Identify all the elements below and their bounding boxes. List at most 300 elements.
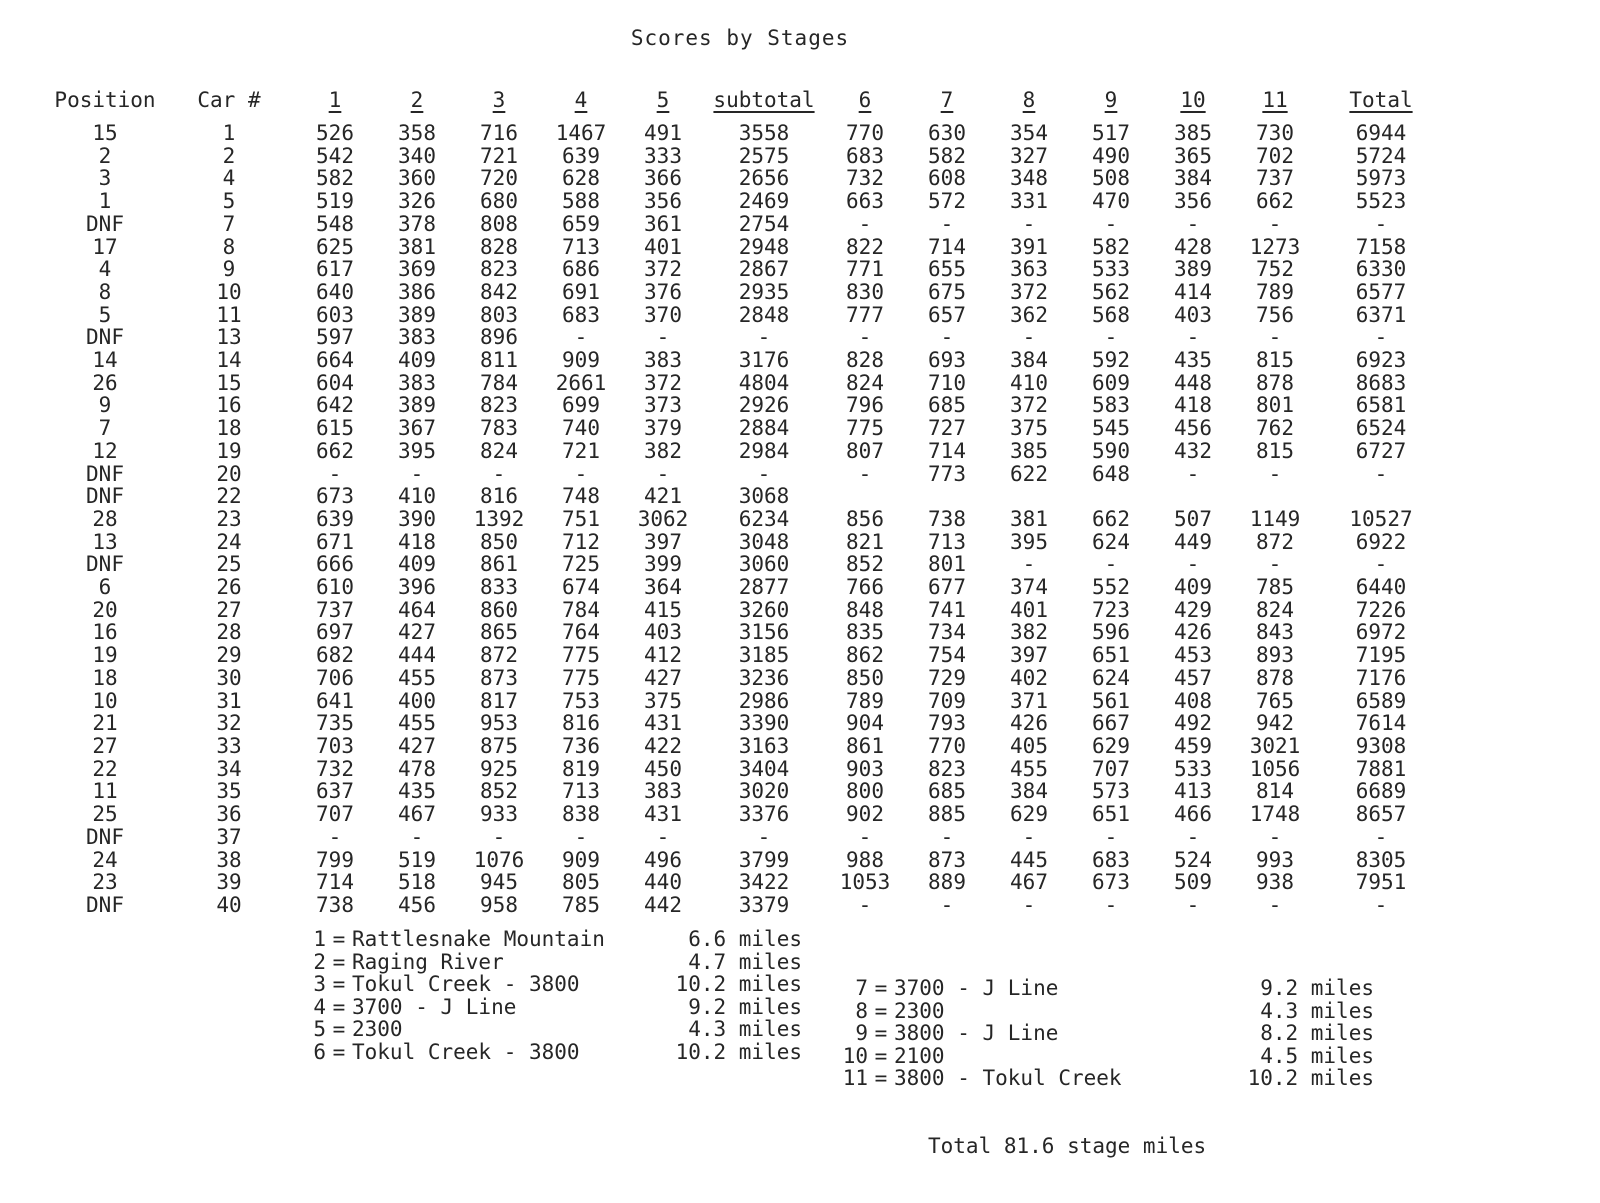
legend-equals: = (332, 1017, 346, 1041)
column-header (824, 70, 906, 116)
table-cell: 625 (316, 234, 354, 259)
table-row (46, 372, 1446, 395)
table-cell: 6972 (1355, 620, 1407, 645)
table-cell: 588 (562, 189, 600, 214)
table-cell: 6524 (1355, 416, 1407, 441)
table-cell: 496 (644, 847, 682, 872)
table-cell: 673 (316, 484, 354, 509)
table-cell: 603 (316, 302, 354, 327)
table-cell: - (574, 461, 588, 486)
table-cell: 582 (928, 143, 966, 168)
table-cell: 824 (1256, 597, 1294, 622)
table-cell: 738 (316, 892, 354, 917)
legend-item (818, 977, 1374, 1000)
table-cell: 348 (1010, 166, 1048, 191)
table-cell: 361 (644, 211, 682, 236)
legend-stage-number: 1 (313, 927, 326, 951)
table-cell: 331 (1010, 189, 1048, 214)
table-cell: 903 (846, 756, 884, 781)
table-cell: 713 (928, 529, 966, 554)
table-cell: 401 (1010, 597, 1048, 622)
table-cell: 459 (1174, 733, 1212, 758)
table-cell: 783 (480, 416, 518, 441)
table-cell: 5 (98, 302, 112, 327)
legend-stage-name: Raging River (352, 949, 504, 974)
table-cell: 1 (222, 121, 236, 145)
table-cell: 14 (216, 348, 242, 373)
table-cell: 819 (562, 756, 600, 781)
table-cell: 25 (216, 552, 242, 577)
table-cell: 7195 (1355, 643, 1407, 668)
table-cell: 793 (928, 711, 966, 736)
table-cell: 32 (216, 711, 242, 736)
table-cell: DNF (86, 484, 124, 509)
table-cell: 572 (928, 189, 966, 214)
table-cell: 801 (1256, 393, 1294, 418)
table-cell: 3068 (738, 484, 790, 509)
table-cell: 10 (92, 688, 118, 713)
table-cell: 429 (1174, 597, 1212, 622)
total-stage-miles: Total 81.6 stage miles (928, 1133, 1207, 1158)
table-cell: 896 (480, 325, 518, 350)
table-cell: 775 (562, 643, 600, 668)
table-cell: 8 (98, 279, 112, 304)
table-cell: 673 (1092, 870, 1130, 895)
legend-equals: = (874, 1066, 888, 1090)
table-cell: 770 (928, 733, 966, 758)
table-cell: - (1022, 552, 1036, 577)
table-cell: 3020 (738, 779, 790, 804)
table-cell: 389 (1174, 257, 1212, 282)
table-cell: 720 (480, 166, 518, 191)
legend-stage-number: 6 (313, 1039, 326, 1064)
column-header (376, 70, 458, 116)
table-cell: 384 (1010, 779, 1048, 804)
table-cell: 6234 (738, 506, 790, 531)
table-cell: 519 (316, 189, 354, 214)
table-cell: 381 (1010, 506, 1048, 531)
column-header-label: Total (1349, 88, 1413, 112)
table-cell: 734 (928, 620, 966, 645)
table-cell: - (1104, 325, 1118, 350)
table-row (46, 849, 1446, 872)
table-cell: 830 (846, 279, 884, 304)
table-cell: 823 (480, 257, 518, 282)
table-cell: 736 (562, 733, 600, 758)
table-row (46, 599, 1446, 622)
table-cell: 850 (846, 665, 884, 690)
legend-item (276, 1041, 802, 1064)
table-cell: 712 (562, 529, 600, 554)
table-cell: 372 (1010, 279, 1048, 304)
table-cell: 3176 (738, 348, 790, 373)
column-header (1234, 70, 1316, 116)
table-cell: 754 (928, 643, 966, 668)
table-cell: 683 (1092, 847, 1130, 872)
column-header-label: 9 (1104, 88, 1118, 112)
table-cell: 685 (928, 779, 966, 804)
table-cell: 662 (1256, 189, 1294, 214)
legend-equals: = (332, 972, 346, 996)
table-cell: 22 (92, 756, 118, 781)
legend-equals: = (874, 1043, 888, 1068)
table-cell: 702 (1256, 143, 1294, 168)
table-cell: 597 (316, 325, 354, 350)
table-cell: 764 (562, 620, 600, 645)
table-cell: 833 (480, 575, 518, 600)
table-cell: 2986 (738, 688, 790, 713)
table-cell: 364 (644, 575, 682, 600)
table-cell: 5973 (1355, 166, 1407, 191)
table-cell: 773 (928, 461, 966, 486)
table-cell: - (858, 211, 872, 236)
table-cell: - (1268, 211, 1282, 236)
table-cell: 878 (1256, 370, 1294, 395)
table-cell: 16 (216, 393, 242, 418)
column-header (1152, 70, 1234, 116)
table-cell: 843 (1256, 620, 1294, 645)
table-cell: 710 (928, 370, 966, 395)
table-cell: 23 (92, 870, 118, 895)
table-cell: - (656, 461, 670, 486)
table-cell: 36 (216, 802, 242, 827)
table-cell: 677 (928, 575, 966, 600)
table-cell: 659 (562, 211, 600, 236)
table-cell: 363 (1010, 257, 1048, 282)
column-header-label: 1 (328, 88, 342, 112)
table-row (46, 758, 1446, 781)
table-cell: - (1022, 824, 1036, 849)
table-cell: - (328, 461, 342, 486)
table-cell: 703 (316, 733, 354, 758)
column-header (906, 70, 988, 116)
table-cell: 815 (1256, 438, 1294, 463)
table-cell: 358 (398, 121, 436, 145)
table-row (46, 485, 1446, 508)
table-row (46, 553, 1446, 576)
table-cell: 988 (846, 847, 884, 872)
table-cell (1316, 485, 1446, 508)
table-cell: 19 (92, 643, 118, 668)
legend-stage-number: 9 (855, 1021, 868, 1045)
table-cell: 3236 (738, 665, 790, 690)
legend-stage-distance: 8.2 miles (1260, 1021, 1374, 1045)
table-cell: 582 (1092, 234, 1130, 259)
table-cell (988, 485, 1070, 508)
table-cell: 693 (928, 348, 966, 373)
column-header-label: Car # (197, 88, 261, 112)
table-cell: 741 (928, 597, 966, 622)
table-cell: - (858, 892, 872, 917)
legend-item (818, 1045, 1374, 1068)
table-cell: 378 (398, 211, 436, 236)
table-cell: 382 (644, 438, 682, 463)
table-cell: 366 (644, 166, 682, 191)
table-cell: 456 (1174, 416, 1212, 441)
table-cell: 721 (562, 438, 600, 463)
column-header-label: 10 (1180, 88, 1206, 112)
table-cell: 13 (216, 325, 242, 350)
table-cell: - (1022, 211, 1036, 236)
table-cell: 657 (928, 302, 966, 327)
table-cell: 8683 (1355, 370, 1407, 395)
table-cell: 384 (1174, 166, 1212, 191)
table-cell: 409 (398, 348, 436, 373)
legend-stage-name: 2100 (894, 1043, 945, 1068)
table-cell: - (940, 824, 954, 849)
table-cell: - (492, 461, 506, 486)
table-cell: 467 (1010, 870, 1048, 895)
table-cell: 492 (1174, 711, 1212, 736)
table-cell: - (1104, 552, 1118, 577)
table-cell: 885 (928, 802, 966, 827)
column-header-label: 6 (858, 88, 872, 112)
table-cell: 431 (644, 711, 682, 736)
table-cell: 7881 (1355, 756, 1407, 781)
table-cell: - (1268, 461, 1282, 486)
table-cell: 400 (398, 688, 436, 713)
table-cell: 372 (644, 370, 682, 395)
table-cell: 6727 (1355, 438, 1407, 463)
table-cell: 838 (562, 802, 600, 827)
table-row (46, 349, 1446, 372)
column-header (988, 70, 1070, 116)
table-cell: 699 (562, 393, 600, 418)
table-cell: 713 (562, 779, 600, 804)
table-cell: 1748 (1249, 802, 1301, 827)
table-cell: 405 (1010, 733, 1048, 758)
table-cell: 823 (480, 393, 518, 418)
legend-stage-name: 3700 - J Line (894, 976, 1059, 1000)
table-cell: 384 (1010, 348, 1048, 373)
table-cell: 756 (1256, 302, 1294, 327)
table-cell: 427 (398, 620, 436, 645)
legend-stage-name: 3800 - J Line (894, 1021, 1059, 1045)
table-cell (1070, 485, 1152, 508)
table-cell: 552 (1092, 575, 1130, 600)
table-cell: 664 (316, 348, 354, 373)
table-cell: 662 (1092, 506, 1130, 531)
table-cell: 524 (1174, 847, 1212, 872)
table-cell: 455 (398, 711, 436, 736)
table-cell: 4804 (738, 370, 790, 395)
table-cell: 18 (92, 665, 118, 690)
table-cell: 455 (1010, 756, 1048, 781)
table-cell: 418 (1174, 393, 1212, 418)
table-cell: 327 (1010, 143, 1048, 168)
table-cell: 640 (316, 279, 354, 304)
table-cell: 2884 (738, 416, 790, 441)
table-row (46, 258, 1446, 281)
table-cell: 723 (1092, 597, 1130, 622)
table-row (46, 780, 1446, 803)
table-cell: 440 (644, 870, 682, 895)
table-cell: - (1186, 824, 1200, 849)
table-row (46, 531, 1446, 554)
table-cell: 850 (480, 529, 518, 554)
table-cell: 582 (316, 166, 354, 191)
table-cell: 373 (644, 393, 682, 418)
table-cell: 7176 (1355, 665, 1407, 690)
table-cell: 816 (562, 711, 600, 736)
table-cell: - (1268, 892, 1282, 917)
table-cell: 371 (1010, 688, 1048, 713)
table-row (46, 213, 1446, 236)
table-cell: 6 (98, 575, 112, 600)
table-cell: 691 (562, 279, 600, 304)
legend-item (276, 973, 802, 996)
table-cell: 6689 (1355, 779, 1407, 804)
table-cell: 39 (216, 870, 242, 895)
table-cell: 713 (562, 234, 600, 259)
table-cell: 2926 (738, 393, 790, 418)
table-cell: 20 (216, 461, 242, 486)
table-cell: 3163 (738, 733, 790, 758)
table-cell: 9 (98, 393, 112, 418)
table-cell: 372 (644, 257, 682, 282)
table-cell: 945 (480, 870, 518, 895)
table-cell: 478 (398, 756, 436, 781)
table-cell: 401 (644, 234, 682, 259)
table-cell: 852 (846, 552, 884, 577)
table-cell: 408 (1174, 688, 1212, 713)
table-cell: 562 (1092, 279, 1130, 304)
table-row (46, 621, 1446, 644)
table-cell: 6589 (1355, 688, 1407, 713)
table-cell: 403 (644, 620, 682, 645)
table-cell: 835 (846, 620, 884, 645)
table-cell: 817 (480, 688, 518, 713)
table-cell: 663 (846, 189, 884, 214)
table-cell: 467 (398, 802, 436, 827)
table-cell: 464 (398, 597, 436, 622)
legend-stage-number: 2 (313, 949, 326, 974)
column-header-label: Position (54, 88, 156, 112)
table-cell: 17 (92, 234, 118, 259)
table-cell: 686 (562, 257, 600, 282)
table-cell: 40 (216, 892, 242, 917)
table-cell: 4 (222, 166, 236, 191)
legend-stage-number: 5 (313, 1017, 326, 1041)
table-cell: 561 (1092, 688, 1130, 713)
table-cell: 641 (316, 688, 354, 713)
table-cell: - (1104, 211, 1118, 236)
table-cell: 671 (316, 529, 354, 554)
column-header-label: 8 (1022, 88, 1036, 112)
table-cell: - (1186, 552, 1200, 577)
table-cell: 7158 (1355, 234, 1407, 259)
table-cell: 450 (644, 756, 682, 781)
table-cell: 848 (846, 597, 884, 622)
table-cell: 729 (928, 665, 966, 690)
table-cell: - (940, 892, 954, 917)
table-cell: 604 (316, 370, 354, 395)
table-cell: 816 (480, 484, 518, 509)
table-cell: - (858, 824, 872, 849)
table-cell: 655 (928, 257, 966, 282)
table-cell: 862 (846, 643, 884, 668)
stage-legend-left (276, 928, 802, 1063)
table-cell: 453 (1174, 643, 1212, 668)
table-cell: 3376 (738, 802, 790, 827)
table-cell: 509 (1174, 870, 1212, 895)
table-cell: 807 (846, 438, 884, 463)
table-cell: 730 (1256, 121, 1294, 145)
table-cell: 856 (846, 506, 884, 531)
table-cell: 33 (216, 733, 242, 758)
table-cell: 805 (562, 870, 600, 895)
table-cell: 667 (1092, 711, 1130, 736)
table-cell: 639 (562, 143, 600, 168)
table-cell: 426 (1174, 620, 1212, 645)
table-cell: 6577 (1355, 279, 1407, 304)
table-row (46, 463, 1446, 486)
table-cell: 28 (92, 506, 118, 531)
table-cell: 427 (644, 665, 682, 690)
table-cell: 435 (1174, 348, 1212, 373)
legend-stage-number: 10 (842, 1043, 868, 1068)
table-cell: 808 (480, 211, 518, 236)
table-cell: 6581 (1355, 393, 1407, 418)
legend-stage-name: 2300 (352, 1017, 403, 1041)
column-header-label: 3 (492, 88, 506, 112)
table-cell: 651 (1092, 802, 1130, 827)
table-cell: 422 (644, 733, 682, 758)
table-cell: 707 (316, 802, 354, 827)
table-cell: 1056 (1249, 756, 1301, 781)
table-row (46, 712, 1446, 735)
column-header-label: 4 (574, 88, 588, 112)
table-cell: 748 (562, 484, 600, 509)
column-header (294, 70, 376, 116)
table-cell: 753 (562, 688, 600, 713)
legend-stage-distance: 6.6 miles (688, 927, 802, 951)
table-cell: 11 (92, 779, 118, 804)
table-cell: 360 (398, 166, 436, 191)
table-cell: 6922 (1355, 529, 1407, 554)
table-cell: - (410, 461, 424, 486)
legend-stage-name: Tokul Creek - 3800 (352, 1039, 580, 1064)
table-cell: 637 (316, 779, 354, 804)
table-cell: 2867 (738, 257, 790, 282)
table-cell: 3390 (738, 711, 790, 736)
table-cell: 519 (398, 847, 436, 872)
table-cell: 409 (398, 552, 436, 577)
table-cell: 27 (92, 733, 118, 758)
table-cell: DNF (86, 325, 124, 350)
table-cell: 30 (216, 665, 242, 690)
table-cell: 2661 (555, 370, 607, 395)
table-cell: 893 (1256, 643, 1294, 668)
table-cell: 8 (222, 234, 236, 259)
header-row (46, 70, 1446, 116)
table-row (46, 394, 1446, 417)
table-cell: 680 (480, 189, 518, 214)
column-header-label: 11 (1262, 88, 1288, 112)
table-row (46, 576, 1446, 599)
table-cell: 5523 (1355, 189, 1407, 214)
table-cell: - (757, 461, 771, 486)
table-cell: 706 (316, 665, 354, 690)
table-cell: 822 (846, 234, 884, 259)
table-cell: 958 (480, 892, 518, 917)
table-cell: 37 (216, 824, 242, 849)
table-cell: 622 (1010, 461, 1048, 486)
table-cell: 22 (216, 484, 242, 509)
legend-stage-name: Tokul Creek - 3800 (352, 972, 580, 996)
table-cell: 31 (216, 688, 242, 713)
table-cell: 389 (398, 302, 436, 327)
